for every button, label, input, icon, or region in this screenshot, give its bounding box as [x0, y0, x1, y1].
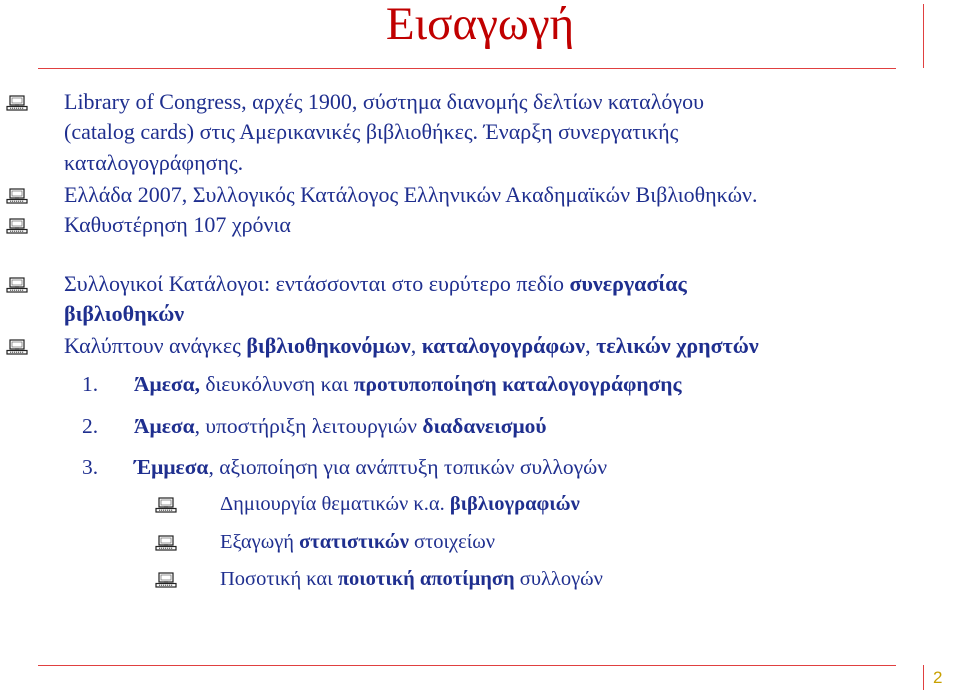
computer-icon	[155, 535, 177, 551]
bold-text: Άμεσα,	[134, 372, 200, 396]
bullet-4-line-2	[64, 299, 184, 329]
bullet-3-line-1	[64, 210, 291, 240]
text: Καθυστέρηση 107 χρόνια	[64, 212, 291, 237]
text: Εξαγωγή	[220, 531, 300, 553]
text: διευκόλυνση και	[199, 372, 354, 396]
bullet-1-line-1	[64, 87, 704, 117]
bottom-rule	[38, 665, 896, 666]
text: , υποστήριξη λειτουργιών	[194, 414, 423, 438]
text: (catalog cards) στις Αμερικανικές βιβλιοθήκες. Έναρξη συνεργατικής	[64, 119, 679, 144]
sub-bullet-2	[220, 527, 495, 557]
bold-text: διαδανεισμού	[422, 414, 547, 438]
computer-icon	[6, 218, 28, 234]
sub-bullet-1	[220, 489, 580, 519]
bold-text: προτυποποίηση καταλογογράφησης	[353, 372, 682, 396]
bullet-4-line-1	[64, 269, 687, 299]
computer-icon	[6, 188, 28, 204]
text: ,	[585, 333, 597, 358]
numbered-item-1	[134, 369, 682, 399]
text: Library of Congress, αρχές 1900, σύστημα διανομής δελτίων καταλόγου	[64, 89, 704, 114]
computer-icon	[6, 339, 28, 355]
slide-title: Εισαγωγή	[385, 0, 575, 50]
bullet-1-line-2	[64, 117, 678, 147]
top-rule	[38, 68, 896, 69]
bold-text: βιβλιοθηκονόμων	[246, 333, 411, 358]
list-number: 1.	[82, 372, 99, 396]
numbered-item-3	[134, 452, 607, 482]
bold-text: Έμμεσα	[134, 455, 209, 479]
text: ,	[410, 333, 422, 358]
computer-icon	[6, 95, 28, 111]
top-corner-line	[923, 4, 924, 68]
bold-text: τελικών χρηστών	[596, 333, 759, 358]
text: Ποσοτική και	[220, 568, 338, 590]
list-number: 2.	[82, 414, 99, 438]
bold-text: ποιοτική αποτίμηση	[337, 568, 515, 590]
numbered-item-2	[134, 411, 547, 441]
bold-text: βιβλιογραφιών	[449, 493, 580, 515]
bold-text: Άμεσα	[134, 414, 195, 438]
bold-text: καταλογογράφων	[421, 333, 586, 358]
text: Δημιουργία θεματικών κ.α.	[220, 493, 450, 515]
page-number: 2	[933, 668, 943, 687]
computer-icon	[6, 277, 28, 293]
text: Καλύπτουν ανάγκες	[64, 333, 247, 358]
text: Συλλογικοί Κατάλογοι: εντάσσονται στο ευρύτερο πεδίο	[64, 271, 570, 296]
computer-icon	[155, 572, 177, 588]
bold-text: βιβλιοθηκών	[64, 301, 185, 326]
text: , αξιοποίηση για ανάπτυξη τοπικών συλλογών	[208, 455, 608, 479]
bottom-corner-line	[923, 665, 924, 690]
sub-bullet-3	[220, 564, 603, 594]
bullet-2-line-1	[64, 180, 758, 210]
text: καταλογογράφησης.	[64, 150, 244, 175]
text: στοιχείων	[408, 531, 496, 553]
bold-text: συνεργασίας	[569, 271, 687, 296]
bullet-5-line-1	[64, 331, 759, 361]
bullet-1-line-3	[64, 148, 243, 178]
computer-icon	[155, 497, 177, 513]
list-number: 3.	[82, 455, 99, 479]
text: Ελλάδα 2007, Συλλογικός Κατάλογος Ελληνικών Ακαδημαϊκών Βιβλιοθηκών.	[64, 182, 758, 207]
bold-text: στατιστικών	[299, 531, 409, 553]
text: συλλογών	[514, 568, 603, 590]
